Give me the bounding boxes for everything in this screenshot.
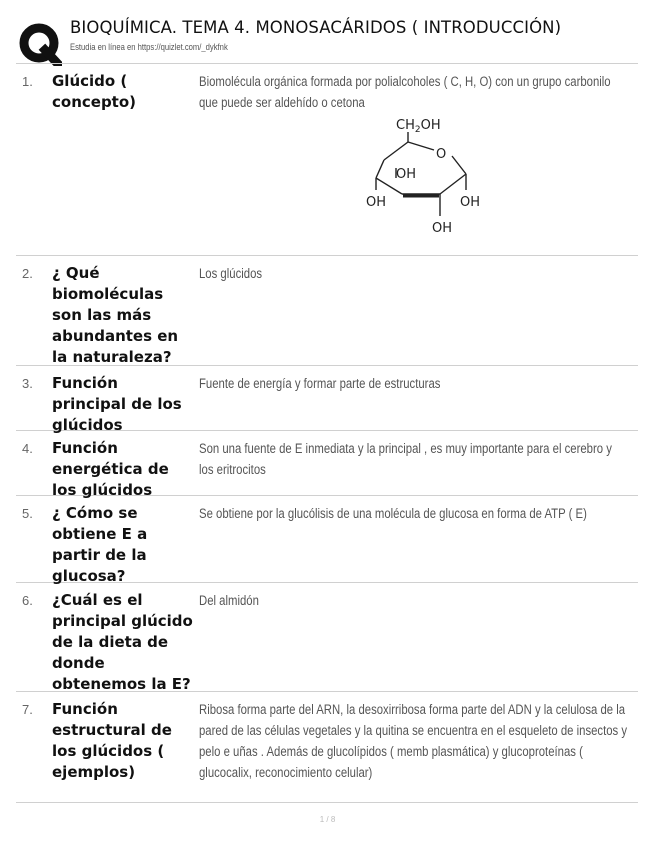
hydroxyl-bottom-label: OH [432,221,453,236]
hydroxyl-left-label: OH [366,195,387,210]
card-definition: Son una fuente de E inmediata y la principal , es muy importante para el cerebro y los eritrocitos [199,441,612,477]
page-title: BIOQUÍMICA. TEMA 4. MONOSACÁRIDOS ( INTRODUCCIÓN) [70,18,562,37]
ring-oxygen-label: O [436,147,447,162]
card-term: ¿ Qué biomoléculas son las más abundantes en la naturaleza? [52,264,179,366]
glucose-structure-icon [352,112,488,246]
card-definition: Los glúcidos [199,266,263,281]
page-header [16,14,636,62]
card-number: 4. [22,441,33,456]
hydroxyl-right-label: OH [460,195,481,210]
flashcard-row [16,64,638,256]
ch2oh-label: $CH_2OH$ [396,118,441,135]
card-term: ¿Cuál es el principal glúcido de la dieta de donde obtenemos la E? [52,591,193,693]
card-number: 3. [22,376,33,391]
flashcard-row [16,692,638,803]
hydroxyl-inner-label: OH [396,167,417,182]
card-definition: Fuente de energía y formar parte de estructuras [199,376,441,391]
flashcard-row [16,583,638,692]
study-online-link-text[interactable]: Estudia en línea en https://quizlet.com/_dykfnk [70,42,228,52]
card-number: 7. [22,702,33,717]
card-definition: Biomolécula orgánica formada por polialcoholes ( C, H, O) con un grupo carbonilo que puede ser aldehído o cetona [199,74,611,110]
page-number: 1 / 8 [319,815,336,824]
card-number: 2. [22,266,33,281]
card-term: ¿ Cómo se obtiene E a partir de la glucosa? [52,504,148,585]
flashcard-row [16,431,638,499]
quizlet-logo-icon [18,22,62,66]
flashcard-list [16,63,638,803]
card-term: Función estructural de los glúcidos ( ejemplos) [52,700,172,781]
card-term: Función energética de los glúcidos [52,439,169,499]
card-term: Glúcido ( concepto) [52,72,137,111]
flashcard-row [16,496,638,583]
card-number: 5. [22,506,33,521]
card-number: 6. [22,593,33,608]
flashcard-row [16,366,638,434]
card-definition: Ribosa forma parte del ARN, la desoxirribosa forma parte del ADN y la celulosa de la pared de las células vegetales y la quitina se encuentra en el esqueleto de insectos y pelo e uñas . Además de glucolípidos ( memb plasmática) y glucoproteínas ( glucocalix, reconocimiento celular) [199,702,628,780]
flashcard-row [16,256,638,366]
card-definition: Se obtiene por la glucólisis de una molécula de glucosa en forma de ATP ( E) [199,506,587,521]
card-number: 1. [22,74,33,89]
card-term: Función principal de los glúcidos [52,374,182,434]
card-definition: Del almidón [199,593,259,608]
